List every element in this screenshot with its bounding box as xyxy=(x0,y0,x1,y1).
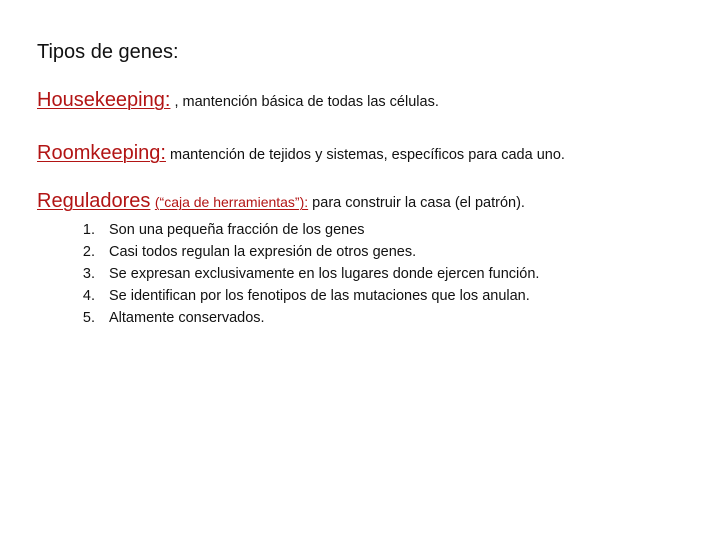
list-item-text: Son una pequeña fracción de los genes xyxy=(109,222,365,238)
reguladores-list xyxy=(37,219,539,329)
list-item xyxy=(37,219,539,241)
list-item-text: Casi todos regulan la expresión de otros genes. xyxy=(109,244,417,260)
reguladores-term: Reguladores xyxy=(37,190,151,212)
housekeeping-desc: , mantención básica de todas las células. xyxy=(170,94,439,110)
housekeeping-term: Housekeeping: xyxy=(37,89,171,111)
list-item-text: Se identifican por los fenotipos de las mutaciones que los anulan. xyxy=(109,288,530,304)
list-item-text: Se expresan exclusivamente en los lugares donde ejercen función. xyxy=(109,266,540,282)
list-item xyxy=(37,241,539,263)
list-item-number: 1. xyxy=(82,222,95,238)
housekeeping-line xyxy=(37,89,439,112)
list-item-number: 2. xyxy=(82,244,95,260)
list-item xyxy=(37,263,539,285)
slide-title: Tipos de genes: xyxy=(37,41,179,63)
list-item-number: 5. xyxy=(82,310,95,326)
roomkeeping-term: Roomkeeping: xyxy=(37,142,166,164)
list-item-number: 4. xyxy=(82,288,95,304)
reguladores-note: (“caja de herramientas”): xyxy=(154,194,309,210)
list-item xyxy=(37,285,539,307)
reguladores-desc: para construir la casa (el patrón). xyxy=(308,195,525,211)
list-item xyxy=(37,307,539,329)
reguladores-line xyxy=(37,190,525,213)
list-item-text: Altamente conservados. xyxy=(109,310,265,326)
roomkeeping-line xyxy=(37,142,565,165)
list-item-number: 3. xyxy=(82,266,95,282)
roomkeeping-desc: mantención de tejidos y sistemas, específicos para cada uno. xyxy=(165,147,565,163)
